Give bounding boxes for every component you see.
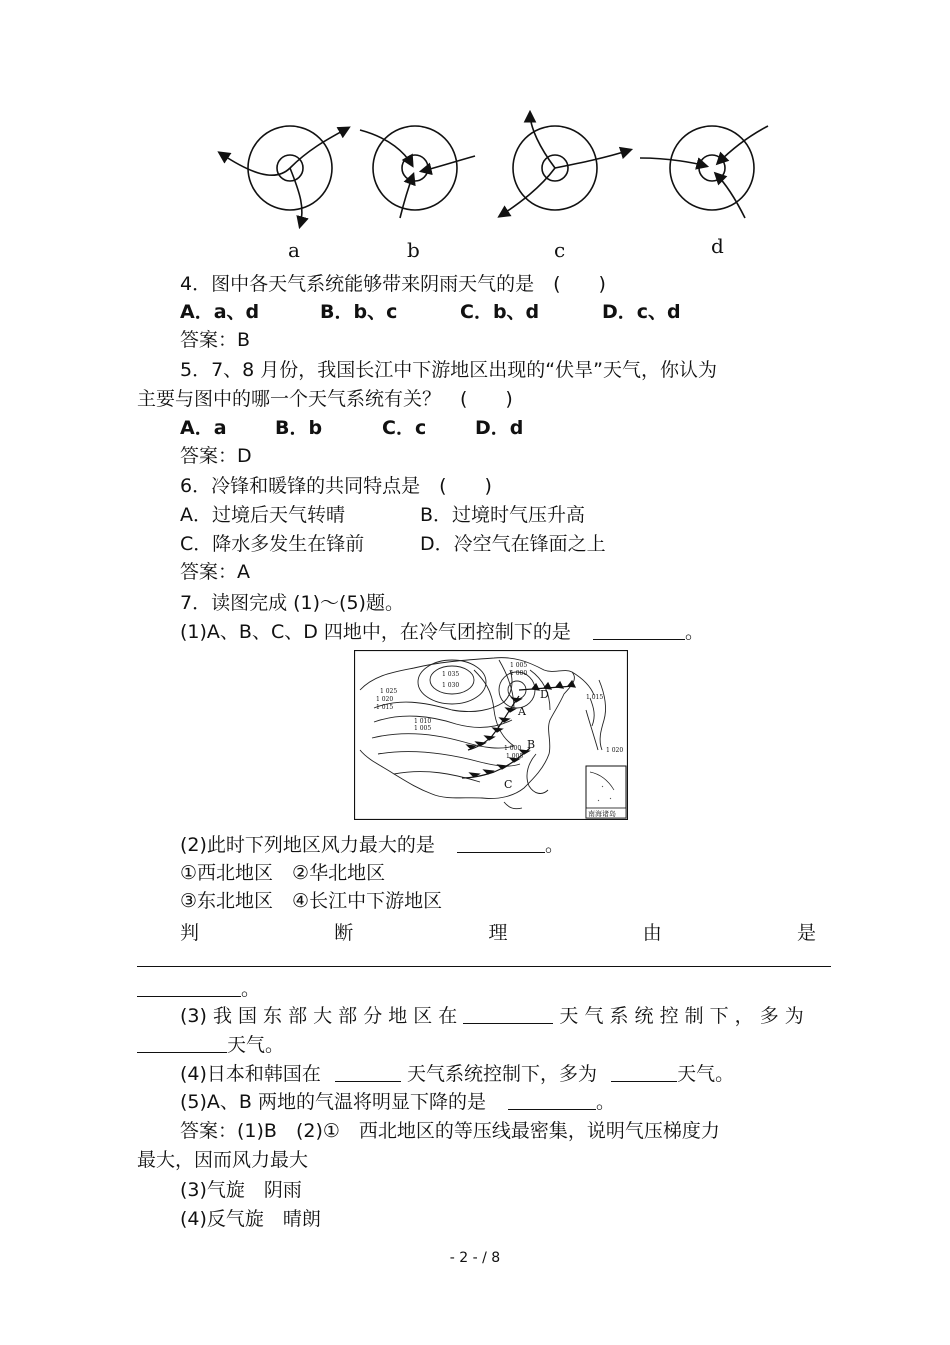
q7-part1-text: (1)A、B、C、D 四地中，在冷气团控制下的是	[180, 621, 571, 643]
isobar-label: 1 020	[376, 696, 394, 703]
q7-reason-line2	[137, 977, 260, 1001]
reason-char: 理	[488, 922, 508, 944]
q7-part3-text-a: (3) 我 国 东 部 大 部 分 地 区 在	[180, 1005, 458, 1027]
figure-letter-a: a	[288, 238, 300, 262]
q7-part4-text-a: (4)日本和韩国在	[180, 1063, 321, 1085]
system-a	[220, 126, 348, 226]
q6-answer: 答案：A	[180, 561, 250, 583]
page-footer: - 2 - / 8	[449, 1250, 501, 1266]
q7-part1-line	[180, 620, 704, 644]
isobar-label: 1 030	[442, 682, 460, 689]
q6-option-d: D．冷空气在锋面之上	[420, 533, 606, 555]
q7-stem: 7．读图完成 (1)～(5)题。	[180, 592, 404, 614]
q6-stem: 6．冷锋和暖锋的共同特点是 ( )	[180, 475, 492, 497]
q7-reason-prompt	[180, 918, 816, 945]
isobar-label: 1 015	[586, 694, 604, 701]
q7-part3-text-b: 天 气 系 统 控 制 下 ， 多 为	[559, 1005, 804, 1027]
map-point-c: C	[504, 778, 513, 791]
q7-part4-blank1	[335, 1063, 401, 1082]
map-point-b: B	[527, 738, 536, 751]
reason-char: 判	[180, 922, 200, 944]
reason-char: 断	[334, 922, 354, 944]
system-d	[640, 126, 768, 218]
isobar-label: 1 005	[506, 753, 524, 760]
inset-label: 南海诸岛	[588, 810, 616, 818]
q7-part5-blank	[508, 1091, 596, 1110]
figure-letter-c: c	[554, 238, 566, 262]
q4-answer: 答案：B	[180, 329, 251, 351]
isobar-label: 1 025	[380, 688, 398, 695]
q7-part3-line2	[137, 1033, 284, 1057]
q4-option-d: D．c、d	[602, 301, 681, 323]
figure-letter-b: b	[407, 238, 420, 262]
isobar-label: 1 000	[504, 745, 522, 752]
figure-letter-d: d	[711, 234, 724, 258]
q7-part2-blank	[457, 834, 545, 853]
isobar-label: 1 010	[414, 718, 432, 725]
q7-part5-line	[180, 1090, 615, 1114]
q7-regions-row2: ③东北地区 ④长江中下游地区	[180, 890, 443, 912]
q7-answer-3: (3)气旋 阴雨	[180, 1179, 302, 1201]
q7-part3-text-c: 天气。	[227, 1034, 285, 1056]
q7-part4-text-c: 天气。	[677, 1063, 735, 1085]
reason-char: 是	[796, 922, 816, 944]
q5-option-d: D．d	[475, 417, 524, 439]
q4-option-a: A．a、d	[180, 301, 260, 323]
isobar-label: 1 005	[414, 725, 432, 732]
q6-option-a: A．过境后天气转晴	[180, 504, 345, 526]
reason-char: 由	[642, 922, 662, 944]
isobar-label: 1 015	[376, 704, 394, 711]
isobar-label: 1 035	[442, 671, 460, 678]
q7-answer-line2: 最大，因而风力最大	[137, 1149, 309, 1171]
q7-answer-line1: 答案：(1)B (2)① 西北地区的等压线最密集，说明气压梯度力	[180, 1120, 720, 1142]
q5-option-a: A．a	[180, 417, 227, 439]
q7-part1-period: 。	[684, 621, 704, 643]
q7-part5-text: (5)A、B 两地的气温将明显下降的是	[180, 1091, 486, 1113]
q4-stem: 4．图中各天气系统能够带来阴雨天气的是 ( )	[180, 273, 606, 295]
system-b	[360, 126, 475, 218]
isobar-label: 1 000	[510, 670, 528, 677]
q7-reason-blank-line1	[137, 966, 831, 967]
q7-part2-text: (2)此时下列地区风力最大的是	[180, 834, 435, 856]
map-point-a: A	[518, 705, 526, 718]
weather-systems-figure	[200, 108, 790, 258]
isobar-label: 1 020	[606, 747, 624, 754]
q7-reason-period: 。	[241, 978, 261, 1000]
q7-part3-line	[180, 1004, 804, 1028]
q7-answer-4: (4)反气旋 晴朗	[180, 1208, 321, 1230]
q7-regions-row1: ①西北地区 ②华北地区	[180, 862, 386, 884]
weather-map	[354, 650, 628, 820]
q7-part2-period: 。	[544, 834, 564, 856]
q5-option-b: B．b	[275, 417, 323, 439]
q4-option-c: C．b、d	[460, 301, 540, 323]
q7-part3-blank2	[137, 1034, 227, 1053]
q5-stem-line2: 主要与图中的哪一个天气系统有关？ ( )	[137, 388, 513, 410]
isobar-label: 1 005	[510, 662, 528, 669]
system-c	[500, 113, 630, 216]
q7-reason-blank-line2	[137, 978, 241, 997]
q5-option-c: C．c	[382, 417, 427, 439]
q5-answer: 答案：D	[180, 445, 252, 467]
q7-part4-text-b: 天气系统控制下，多为	[407, 1063, 598, 1085]
q7-part4-line	[180, 1062, 734, 1086]
q7-part2-line	[180, 833, 564, 857]
q6-option-b: B．过境时气压升高	[420, 504, 586, 526]
q4-option-b: B．b、c	[320, 301, 398, 323]
q7-part3-blank1	[463, 1005, 553, 1024]
q7-part1-blank	[593, 621, 685, 640]
q5-stem-line1: 5．7、8 月份，我国长江中下游地区出现的“伏旱”天气，你认为	[180, 359, 717, 381]
q7-part5-period: 。	[596, 1091, 616, 1113]
map-point-d: D	[540, 688, 549, 701]
q6-option-c: C．降水多发生在锋前	[180, 533, 365, 555]
q7-part4-blank2	[611, 1063, 677, 1082]
